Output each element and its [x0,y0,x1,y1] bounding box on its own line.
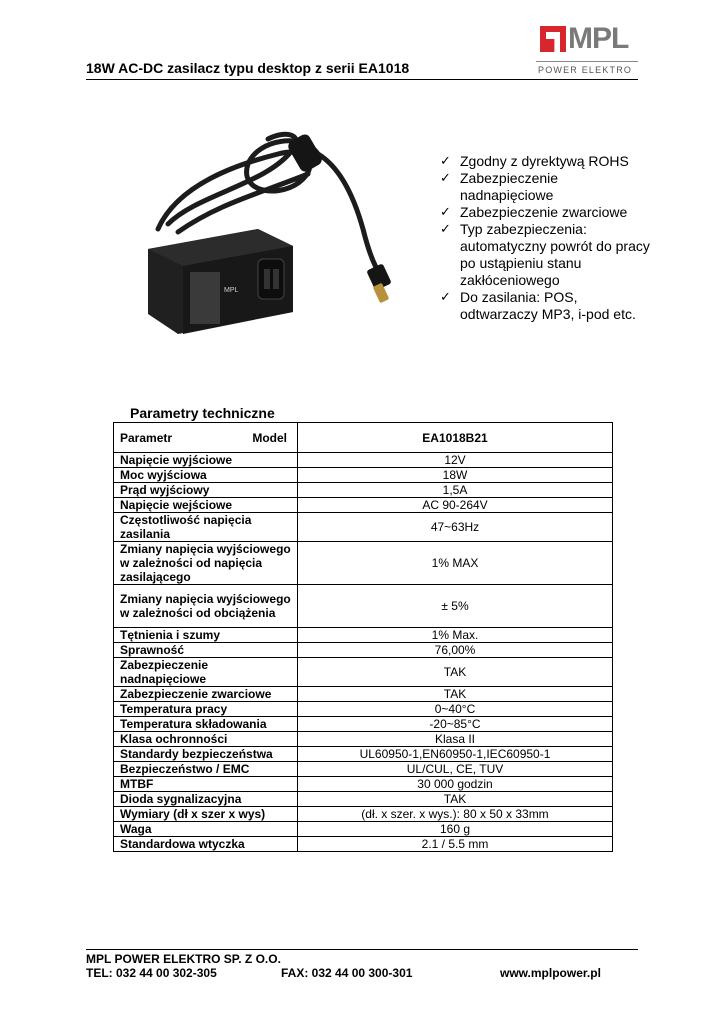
spec-param: Sprawność [114,643,298,658]
table-row [114,513,613,542]
spec-param: Częstotliwość napięcia zasilania [114,513,298,542]
table-row [114,498,613,513]
list-item [440,289,650,323]
power-adapter-photo [118,124,418,354]
header-param-cell [114,423,298,453]
spec-value: 1% Max. [298,628,613,643]
table-row [114,807,613,822]
spec-value: UL60950-1,EN60950-1,IEC60950-1 [298,747,613,762]
footer-web: www.mplpower.pl [500,966,601,980]
table-row [114,453,613,468]
table-row [114,483,613,498]
spec-value: TAK [298,687,613,702]
spec-param: Zmiany napięcia wyjściowego w zależności od napięcia zasilającego [114,542,298,585]
table-header-row [114,423,613,453]
document-title: 18W AC-DC zasilacz typu desktop z serii EA1018 [86,60,410,76]
spec-value: Klasa II [298,732,613,747]
spec-param: MTBF [114,777,298,792]
table-row [114,687,613,702]
table-row [114,585,613,628]
table-row [114,822,613,837]
spec-value: ± 5% [298,585,613,628]
spec-param: Moc wyjściowa [114,468,298,483]
feature-text: Typ zabezpieczenia: automatyczny powrót do pracy po ustąpieniu stanu zakłóceniowego [460,221,650,288]
check-icon: ✓ [440,290,451,305]
spec-param: Standardowa wtyczka [114,837,298,852]
table-row [114,777,613,792]
table-row [114,792,613,807]
adapter-label: MPL [224,287,239,294]
list-item [440,170,650,204]
feature-text: Do zasilania: POS, odtwarzaczy MP3, i-pod etc. [460,289,636,322]
table-row [114,702,613,717]
spec-param: Temperatura składowania [114,717,298,732]
table-row [114,468,613,483]
spec-value: 0~40°C [298,702,613,717]
table-row [114,732,613,747]
spec-value: 18W [298,468,613,483]
feature-text: Zabezpieczenie nadnapięciowe [460,170,559,203]
footer-company: MPL POWER ELEKTRO SP. Z O.O. [86,952,281,966]
specs-title: Parametry techniczne [130,405,275,421]
spec-param: Prąd wyjściowy [114,483,298,498]
spec-value: -20~85°C [298,717,613,732]
feature-text: Zgodny z dyrektywą ROHS [460,153,629,169]
header-param-label: Parametr [120,430,173,445]
spec-value: AC 90-264V [298,498,613,513]
spec-param: Tętnienia i szumy [114,628,298,643]
check-icon: ✓ [440,205,451,220]
footer-tel: TEL: 032 44 00 302-305 [86,966,217,980]
spec-param: Zabezpieczenie zwarciowe [114,687,298,702]
table-row [114,643,613,658]
spec-param: Zmiany napięcia wyjściowego w zależności od obciążenia [114,585,298,628]
spec-value: 160 g [298,822,613,837]
spec-param: Zabezpieczenie nadnapięciowe [114,658,298,687]
spec-value: TAK [298,658,613,687]
list-item [440,221,650,289]
logo-divider [536,61,638,62]
spec-value: 2.1 / 5.5 mm [298,837,613,852]
spec-param: Klasa ochronności [114,732,298,747]
spec-value: 47~63Hz [298,513,613,542]
table-row [114,762,613,777]
spec-value: UL/CUL, CE, TUV [298,762,613,777]
spec-value: TAK [298,792,613,807]
spec-value: 76,00% [298,643,613,658]
table-row [114,542,613,585]
check-icon: ✓ [440,222,451,237]
list-item [440,153,650,170]
table-row [114,717,613,732]
spec-value: 30 000 godzin [298,777,613,792]
table-row [114,837,613,852]
feature-list [440,153,650,323]
spec-value: (dł. x szer. x wys.): 80 x 50 x 33mm [298,807,613,822]
spec-param: Standardy bezpieczeństwa [114,747,298,762]
feature-text: Zabezpieczenie zwarciowe [460,204,628,220]
table-row [114,658,613,687]
spec-param: Dioda sygnalizacyjna [114,792,298,807]
check-icon: ✓ [440,154,451,169]
table-row [114,747,613,762]
spec-param: Napięcie wyjściowe [114,453,298,468]
spec-param: Bezpieczeństwo / EMC [114,762,298,777]
header-model-label: Model [252,430,287,445]
spec-value: 1% MAX [298,542,613,585]
header-divider [86,79,638,80]
logo-mark-icon [540,26,566,52]
footer-divider [86,949,638,950]
spec-param: Waga [114,822,298,837]
check-icon: ✓ [440,171,451,186]
footer-fax: FAX: 032 44 00 300-301 [281,966,413,980]
specs-table [113,422,613,852]
spec-value: 1,5A [298,483,613,498]
spec-param: Napięcie wejściowe [114,498,298,513]
logo-letters: MPL [568,22,629,55]
list-item [440,204,650,221]
logo-tagline: POWER ELEKTRO [538,65,633,75]
spec-value: 12V [298,453,613,468]
company-logo [536,22,638,78]
spec-param: Temperatura pracy [114,702,298,717]
header-model-value: EA1018B21 [298,423,613,453]
table-row [114,628,613,643]
spec-param: Wymiary (dł x szer x wys) [114,807,298,822]
